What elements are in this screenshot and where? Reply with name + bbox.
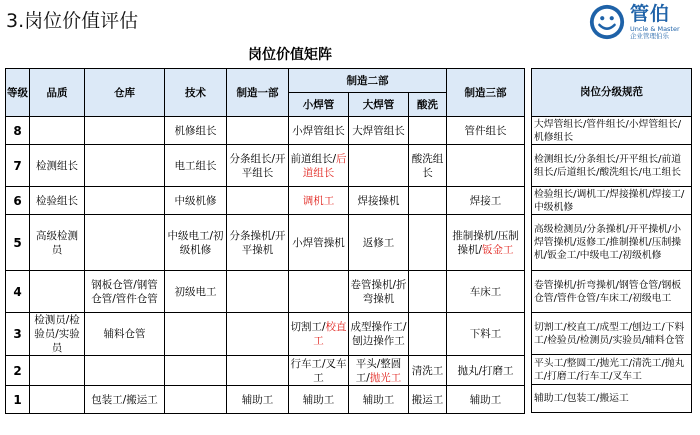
big-weld-cell: 焊接操机 (349, 187, 409, 215)
small-weld-text: 前道组长/ (290, 152, 337, 165)
quality-cell (30, 271, 85, 313)
big-weld-cell: 卷管操机/折弯操机 (349, 271, 409, 313)
rules-header-row (532, 69, 692, 117)
level-cell: 1 (6, 386, 30, 414)
big-weld-cell: 大焊管组长 (349, 117, 409, 145)
col-header-small-weld: 小焊管 (289, 93, 349, 117)
position-matrix-table (5, 68, 525, 414)
smiley-logo-icon (588, 3, 626, 41)
mfg1-cell (227, 117, 289, 145)
level-cell: 2 (6, 356, 30, 386)
highlighted-position: 钣金工 (482, 243, 514, 256)
logo-slogan: 企业管理伯乐 (630, 32, 669, 40)
pickling-cell: 清洗工 (409, 356, 447, 386)
rules-row (532, 355, 692, 385)
col-header-warehouse: 仓库 (85, 69, 165, 117)
big-weld-cell: 平头/整圆工/抛光工 (349, 356, 409, 386)
table-row (6, 356, 525, 386)
mfg3-cell (447, 215, 525, 271)
col-header-rules: 岗位分级规范 (532, 69, 692, 117)
highlighted-position: 校直工 (313, 321, 347, 347)
mfg1-cell (227, 356, 289, 386)
level-cell: 6 (6, 187, 30, 215)
pickling-cell: 酸洗组长 (409, 145, 447, 187)
col-header-tech: 技术 (165, 69, 227, 117)
level-cell: 3 (6, 313, 30, 356)
quality-cell: 检验组长 (30, 187, 85, 215)
mfg1-cell: 分条操机/开平操机 (227, 215, 289, 271)
mfg1-cell (227, 187, 289, 215)
logo-name: 管伯 (630, 2, 671, 25)
big-weld-text: 平头/整圆工 (355, 357, 402, 384)
col-header-mfg3: 制造三部 (447, 69, 525, 117)
tech-cell (165, 313, 227, 356)
tech-cell: 中级电工/初级机修 (165, 215, 227, 271)
mfg1-cell (227, 313, 289, 356)
rules-row (532, 187, 692, 215)
level-cell: 7 (6, 145, 30, 187)
col-header-big-weld: 大焊管 (349, 93, 409, 117)
rule-cell: 检测组长/分条组长/开平组长/前道组长/后道组长/酸洗组长/电工组长 (532, 145, 692, 187)
pickling-cell (409, 215, 447, 271)
tech-cell: 中级机修 (165, 187, 227, 215)
grading-rules-table (531, 68, 692, 413)
level-cell: 8 (6, 117, 30, 145)
mfg3-cell: 车床工 (447, 271, 525, 313)
pickling-cell (409, 187, 447, 215)
tech-cell: 初级电工 (165, 271, 227, 313)
small-weld-cell: 小焊管操机 (289, 215, 349, 271)
rules-row (532, 271, 692, 313)
tech-cell: 机修组长 (165, 117, 227, 145)
small-weld-cell (289, 271, 349, 313)
warehouse-cell: 辅料仓管 (85, 313, 165, 356)
small-weld-cell: 调机工 (289, 187, 349, 215)
level-cell: 5 (6, 215, 30, 271)
rule-cell: 平头工/整圆工/抛光工/清洗工/抛丸工/打磨工/行车工/叉车工 (532, 355, 692, 385)
tech-cell: 电工组长 (165, 145, 227, 187)
rules-row (532, 215, 692, 271)
quality-cell (30, 386, 85, 414)
pickling-cell (409, 271, 447, 313)
small-weld-cell (289, 145, 349, 187)
tech-cell (165, 356, 227, 386)
quality-cell: 检测组长 (30, 145, 85, 187)
highlighted-position: 抛光工 (369, 371, 402, 384)
big-weld-cell: 成型操作工/刨边操作工 (349, 313, 409, 356)
col-header-mfg2: 制造二部 (289, 69, 447, 93)
mfg3-cell: 辅助工 (447, 386, 525, 414)
pickling-cell: 搬运工 (409, 386, 447, 414)
rules-row (532, 145, 692, 187)
brand-logo (588, 2, 692, 42)
mfg1-cell: 辅助工 (227, 386, 289, 414)
page-title: 3.岗位价值评估 (6, 10, 139, 32)
warehouse-cell: 钢板仓管/钢管仓管/管件仓管 (85, 271, 165, 313)
quality-cell: 高级检测员 (30, 215, 85, 271)
rule-cell: 切割工/校直工/成型工/刨边工/下料工/检验员/检测员/实验员/辅料仓管 (532, 313, 692, 355)
small-weld-cell: 小焊管组长 (289, 117, 349, 145)
logo-english: Uncle & Master (630, 24, 680, 33)
warehouse-cell (85, 117, 165, 145)
col-header-quality: 品质 (30, 69, 85, 117)
quality-cell (30, 356, 85, 386)
mfg3-cell: 管件组长 (447, 117, 525, 145)
col-header-mfg1: 制造一部 (227, 69, 289, 117)
big-weld-cell: 返修工 (349, 215, 409, 271)
mfg3-text: 推制操机/压制操机/ (452, 229, 519, 256)
rule-cell: 检验组长/调机工/焊接操机/焊接工/中级机修 (532, 187, 692, 215)
mfg3-cell: 焊接工 (447, 187, 525, 215)
small-weld-text: 切割工/ (290, 321, 326, 333)
quality-cell: 检测员/检验员/实验员 (30, 313, 85, 356)
mfg3-cell: 抛丸/打磨工 (447, 356, 525, 386)
rules-row (532, 385, 692, 413)
matrix-title: 岗位价值矩阵 (248, 47, 332, 63)
rule-cell: 辅助工/包装工/搬运工 (532, 385, 692, 413)
warehouse-cell: 包装工/搬运工 (85, 386, 165, 414)
level-cell: 4 (6, 271, 30, 313)
rule-cell: 高级检测员/分条操机/开平操机/小焊管操机/返修工/推制操机/压制操机/钣金工/中级电工/初级机修 (532, 215, 692, 271)
rules-row (532, 117, 692, 145)
table-row (6, 271, 525, 313)
warehouse-cell (85, 145, 165, 187)
mfg1-cell: 分条组长/开平组长 (227, 145, 289, 187)
table-row (6, 215, 525, 271)
highlighted-position: 后道组长 (302, 152, 347, 179)
quality-cell (30, 117, 85, 145)
big-weld-cell: 辅助工 (349, 386, 409, 414)
mfg3-cell: 下料工 (447, 313, 525, 356)
pickling-cell (409, 117, 447, 145)
table-row (6, 117, 525, 145)
rule-cell: 卷管操机/折弯操机/钢管仓管/钢板仓管/管件仓管/车床工/初级电工 (532, 271, 692, 313)
tech-cell (165, 386, 227, 414)
table-row (6, 145, 525, 187)
mfg1-cell (227, 271, 289, 313)
table-row (6, 386, 525, 414)
small-weld-cell (289, 313, 349, 356)
col-header-pickling: 酸洗 (409, 93, 447, 117)
col-header-level: 等级 (6, 69, 30, 117)
rule-cell: 大焊管组长/管件组长/小焊管组长/机修组长 (532, 117, 692, 145)
warehouse-cell (85, 215, 165, 271)
pickling-cell (409, 313, 447, 356)
mfg3-cell (447, 145, 525, 187)
warehouse-cell (85, 356, 165, 386)
table-header-row (6, 69, 525, 93)
warehouse-cell (85, 187, 165, 215)
rules-row (532, 313, 692, 355)
small-weld-cell: 辅助工 (289, 386, 349, 414)
big-weld-cell (349, 145, 409, 187)
small-weld-cell: 行车工/叉车工 (290, 357, 347, 384)
table-row (6, 187, 525, 215)
table-row (6, 313, 525, 356)
